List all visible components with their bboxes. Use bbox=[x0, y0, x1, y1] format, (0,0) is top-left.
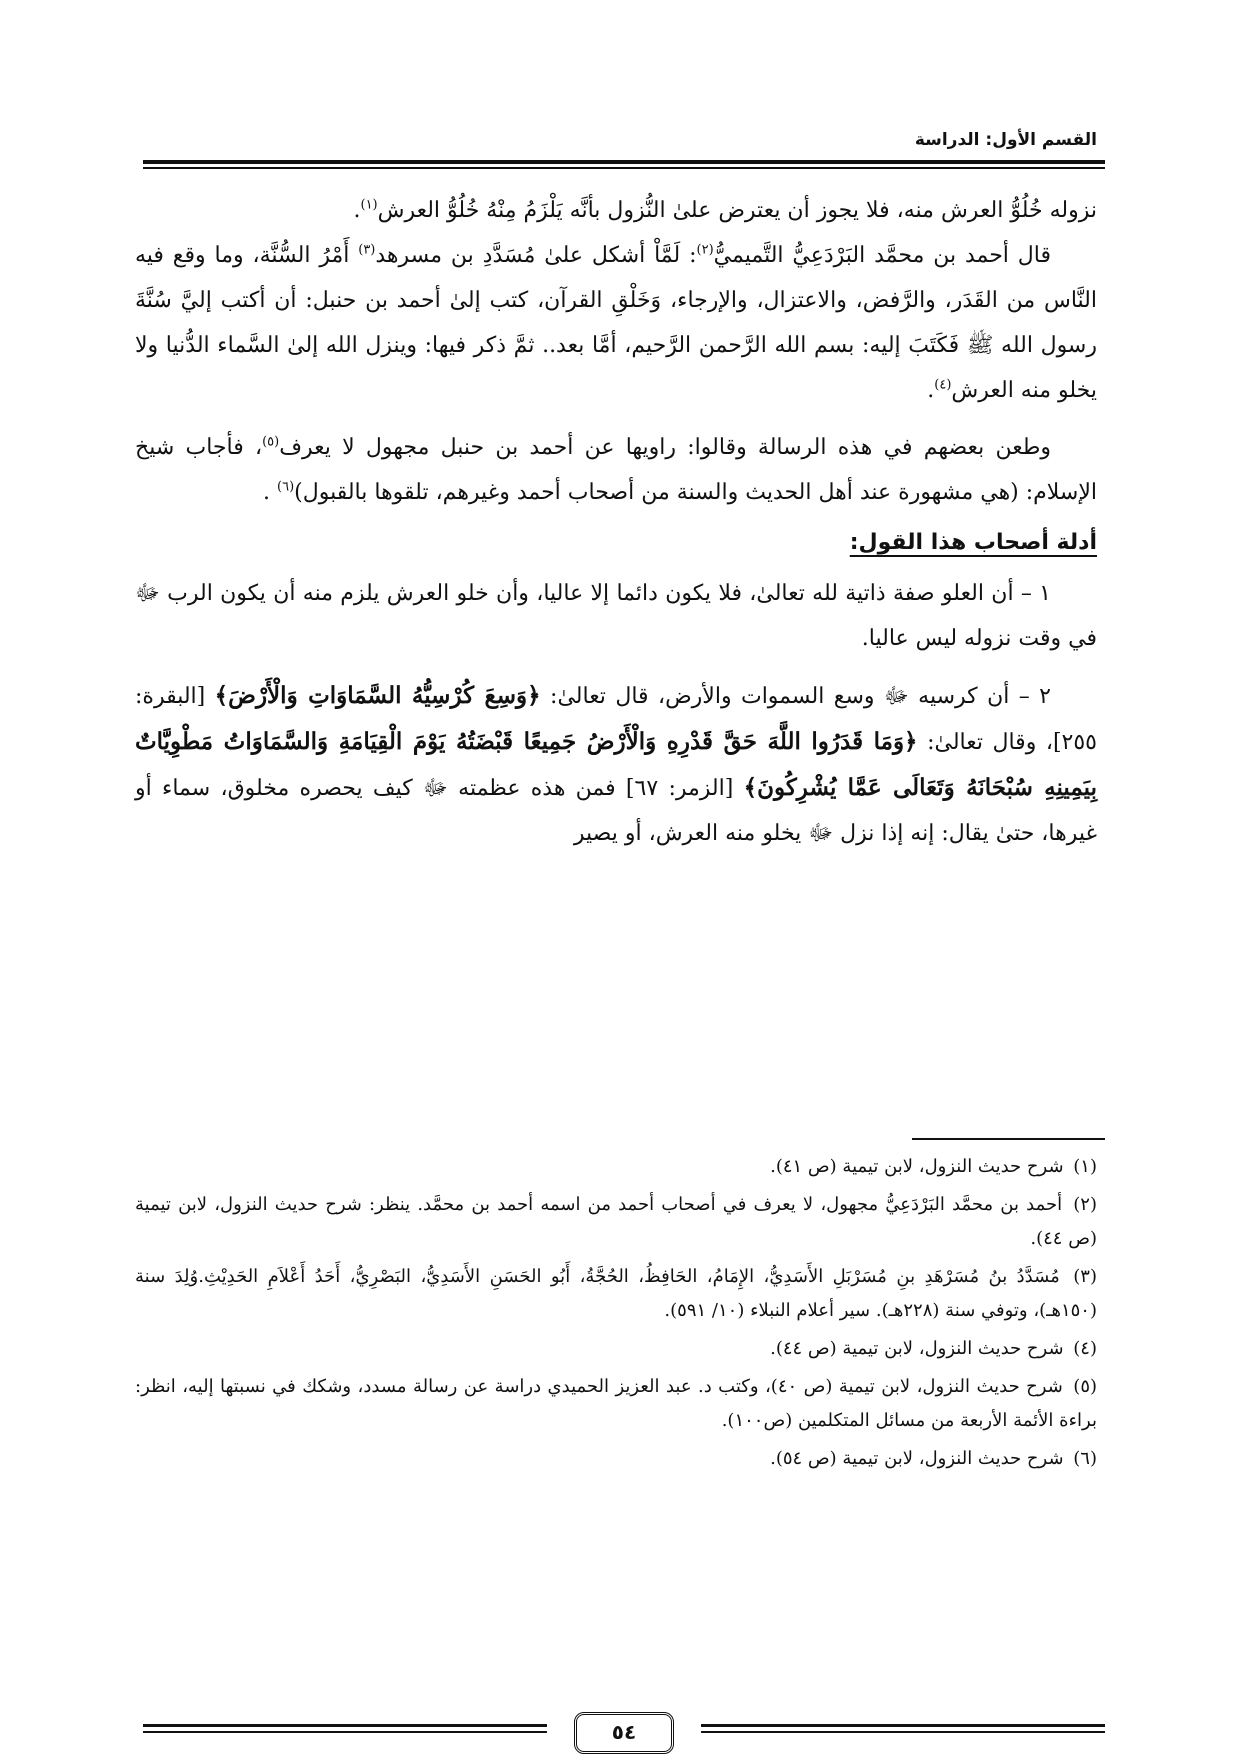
footnote-ref-2[interactable]: (٢) bbox=[696, 242, 714, 258]
footnote-separator bbox=[912, 1138, 1105, 1140]
footnote-3: (٣) مُسَدَّدُ بنُ مُسَرْهَدِ بنِ مُسَرْبَلِ الأَسَدِيُّ، الإِمَامُ، الحَافِظُ، الحُجَّةُ، أَبُو الحَسَنِ الأَسَدِيُّ، البَصْرِيُّ، أَحَدُ أَعْلاَمِ الحَدِيْثِ.وُلِدَ سنة (١٥٠هـ)، وتوفي سنة (٢٢٨هـ). سير أعلام النبلاء (١٠/ ٥٩١). bbox=[135, 1266, 1097, 1321]
running-header: القسم الأول: الدراسة bbox=[914, 130, 1097, 150]
paragraph-3: وطعن بعضهم في هذه الرسالة وقالوا: راويها عن أحمد بن حنبل مجهول لا يعرف$^{(٥)}$، فأجاب شيخ الإسلام: (هي مشهورة عند أهل الحديث والسنة من أصحاب أحمد وغيرهم، تلقوها بالقبول)$^{(٦)}$ . bbox=[135, 434, 1097, 505]
footer-rule-right bbox=[701, 1724, 1105, 1727]
evidence-item-2: ٢ – أن كرسيه ﷻ وسع السموات والأرض، قال تعالىٰ: ﴿وَسِعَ كُرْسِيُّهُ السَّمَاوَاتِ وَالْأَرْضَ﴾ [البقرة: ٢٥٥]، وقال تعالىٰ: ﴿وَمَا قَدَرُوا اللَّهَ حَقَّ قَدْرِهِ وَالْأَرْضُ جَمِيعًا قَبْضَتُهُ يَوْمَ الْقِيَامَةِ وَالسَّمَاوَاتُ مَطْوِيَّاتٌ بِيَمِينِهِ سُبْحَانَهُ وَتَعَالَى عَمَّا يُشْرِكُونَ﴾ [الزمر: ٦٧] فمن هذه عظمته ﷻ كيف يحصره مخلوق، سماء أو غيرها، حتىٰ يقال: إنه إذا نزل ﷻ يخلو منه العرش، أو يصير bbox=[135, 682, 1098, 846]
section-heading: أدلة أصحاب هذا القول: bbox=[849, 530, 1097, 555]
footnote-ref-3[interactable]: (٣) bbox=[358, 242, 376, 258]
footnote-6: (٦) شرح حديث النزول، لابن تيمية (ص ٥٤). bbox=[770, 1448, 1097, 1469]
header-rule-thin bbox=[143, 167, 1105, 169]
page-footer bbox=[143, 1716, 1105, 1746]
footnote-1: (١) شرح حديث النزول، لابن تيمية (ص ٤١). bbox=[770, 1156, 1097, 1177]
footnote-ref-5[interactable]: (٥) bbox=[262, 434, 280, 450]
paragraph-2: قال أحمد بن محمَّد البَرْدَعِيُّ التَّميميُّ$^{(٢)}$: لَمَّاْ أشكل علىٰ مُسَدَّدِ بن مسرهد$^{(٣)}$ أَمْرُ السُّنَّة، وما وقع فيه النَّاس من القَدَر، والرَّفض، والاعتزال، والإرجاء، وَخَلْقِ القرآن، كتب إلىٰ أحمد بن حنبل: أن أكتب إليَّ سُنَّةَ رسول الله ﷺ فَكَتَبَ إليه: بسم الله الرَّحمن الرَّحيم، أمَّا بعد.. ثمَّ ذكر فيها: وينزل الله إلىٰ السَّماء الدُّنيا ولا يخلو منه العرش$^{(٤)}$. bbox=[135, 242, 1097, 403]
footnote-4: (٤) شرح حديث النزول، لابن تيمية (ص ٤٤). bbox=[770, 1338, 1097, 1359]
footnote-2: (٢) أحمد بن محمَّد البَرْدَعِيُّ مجهول، لا يعرف في أصحاب أحمد من اسمه أحمد بن محمَّد. ينظر: شرح حديث النزول، لابن تيمية (ص ٤٤). bbox=[135, 1194, 1097, 1249]
paragraph-1: نزوله خُلُوُّ العرش منه، فلا يجوز أن يعترض علىٰ النُّزول بأنَّه يَلْزَمُ مِنْهُ خُلُوُّ العرش$^{(١)}$. bbox=[353, 197, 1097, 223]
footnote-ref-1[interactable]: (١) bbox=[360, 197, 378, 213]
footer-rule-left-thin bbox=[143, 1731, 547, 1733]
footer-rule-left bbox=[143, 1724, 547, 1727]
footer-rule-right-thin bbox=[701, 1731, 1105, 1733]
footnotes bbox=[135, 1150, 1097, 1480]
header-rule-thick bbox=[143, 160, 1105, 164]
quran-quote-2: ﴿وَمَا قَدَرُوا اللَّهَ حَقَّ قَدْرِهِ وَالْأَرْضُ جَمِيعًا قَبْضَتُهُ يَوْمَ الْقِيَامَةِ وَالسَّمَاوَاتُ مَطْوِيَّاتٌ بِيَمِينِهِ سُبْحَانَهُ وَتَعَالَى عَمَّا يُشْرِكُونَ﴾ bbox=[135, 728, 1098, 801]
main-text bbox=[135, 188, 1097, 856]
page-number: ٥٤ bbox=[574, 1712, 674, 1754]
footnote-ref-4[interactable]: (٤) bbox=[934, 377, 952, 393]
footnote-5: (٥) شرح حديث النزول، لابن تيمية (ص ٤٠)، وكتب د. عبد العزيز الحميدي دراسة عن رسالة مسدد، وشكك في نسبتها إليه، انظر: براءة الأئمة الأربعة من مسائل المتكلمين (ص١٠٠). bbox=[135, 1376, 1098, 1431]
quran-quote-1: ﴿وَسِعَ كُرْسِيُّهُ السَّمَاوَاتِ وَالْأَرْضَ﴾ bbox=[214, 682, 541, 709]
footnote-ref-6[interactable]: (٦) bbox=[277, 479, 295, 495]
evidence-item-1: ١ – أن العلو صفة ذاتية لله تعالىٰ، فلا يكون دائما إلا عاليا، وأن خلو العرش يلزم منه أن يكون الرب ﷻ في وقت نزوله ليس عاليا. bbox=[135, 581, 1097, 651]
